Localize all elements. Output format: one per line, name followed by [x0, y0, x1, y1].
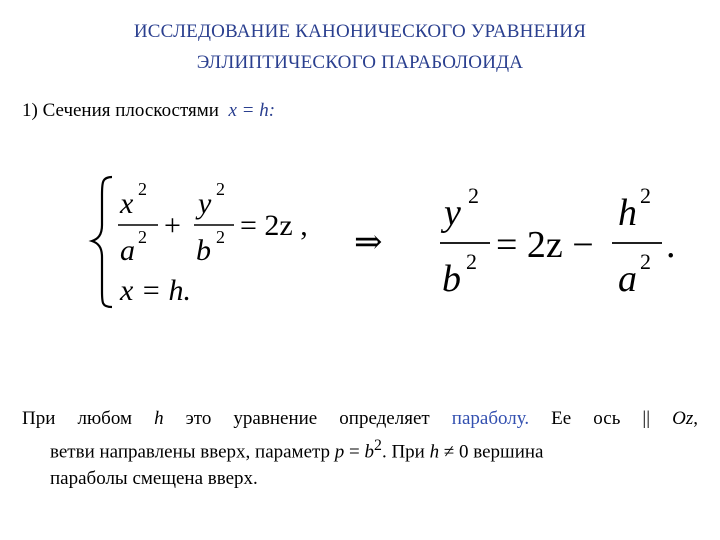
p2-p: p	[334, 441, 345, 463]
formula-block	[88, 165, 688, 320]
implies-arrow: ⇒	[354, 224, 383, 261]
sys-b-exp: 2	[216, 227, 225, 247]
p2-ne: ≠ 0	[439, 441, 474, 463]
p2-d: вершина	[473, 441, 544, 463]
p1-b: это уравнение определяет	[163, 408, 452, 429]
res-y-var: y	[444, 192, 461, 234]
p1-c: Ее ось ||	[529, 408, 673, 429]
p2-h: h	[429, 441, 440, 463]
title-line-1: ИССЛЕДОВАНИЕ КАНОНИЧЕСКОГО УРАВНЕНИЯ	[133, 21, 587, 42]
sys-x-var: x	[120, 187, 134, 220]
paragraph-line-1	[22, 405, 698, 432]
res-h-exp: 2	[640, 183, 651, 208]
explanation-paragraph	[22, 405, 698, 492]
p2-a: ветви направлены вверх, параметр	[50, 441, 335, 463]
section-condition: x = h:	[228, 100, 276, 121]
p1-h: h	[154, 408, 164, 429]
sys-x-eq-h: x = h.	[120, 274, 192, 307]
system-brace	[92, 177, 112, 307]
sys-a-var: a	[120, 234, 135, 267]
p2-c: . При	[381, 441, 430, 463]
res-a-var: a	[618, 258, 637, 300]
title-line-2: ЭЛЛИПТИЧЕСКОГО ПАРАБОЛОИДА	[196, 52, 524, 73]
section-label: 1) Сечения плоскостями	[22, 100, 219, 121]
p2-bvar: b	[364, 441, 375, 463]
sys-y-exp: 2	[216, 179, 225, 199]
paragraph-line-3: параболы смещена вверх.	[50, 468, 258, 490]
parabola-link[interactable]: параболу.	[451, 408, 530, 429]
res-eq-2z: = 2z −	[496, 224, 594, 266]
res-a-exp: 2	[640, 249, 651, 274]
sys-y-var: y	[198, 187, 212, 220]
res-h-var: h	[618, 192, 637, 234]
sys-eq-2z: = 2z ,	[240, 209, 308, 242]
res-b-var: b	[442, 258, 461, 300]
p2-exp: 2	[374, 437, 382, 454]
slide-title	[0, 16, 720, 78]
sys-plus: +	[164, 209, 181, 242]
sys-x-exp: 2	[138, 179, 147, 199]
res-dot: .	[666, 224, 676, 266]
p1-d: ,	[693, 408, 699, 429]
res-b-exp: 2	[466, 249, 477, 274]
res-y-exp: 2	[468, 183, 479, 208]
section-heading	[22, 100, 275, 122]
p1-oz: Oz	[672, 408, 694, 429]
paragraph-line-2	[22, 432, 698, 465]
p1-a: При любом	[22, 408, 155, 429]
sys-a-exp: 2	[138, 227, 147, 247]
p2-b: =	[344, 441, 365, 463]
formula-svg	[88, 165, 688, 315]
sys-b-var: b	[196, 234, 211, 267]
